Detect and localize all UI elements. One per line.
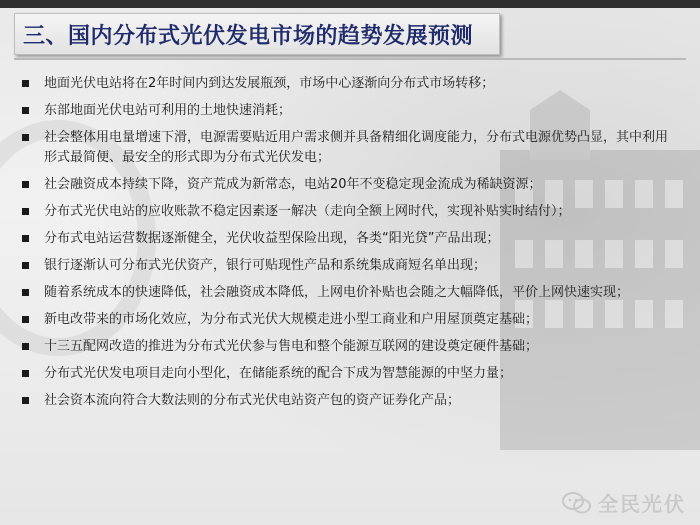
wechat-icon	[562, 491, 592, 515]
bullet-square-icon	[22, 370, 29, 377]
bullet-square-icon	[22, 107, 29, 114]
bullet-square-icon	[22, 80, 29, 87]
bullet-square-icon	[22, 181, 29, 188]
bullet-text: 银行逐渐认可分布式光伏资产，银行可贴现性产品和系统集成商短名单出现；	[44, 258, 487, 273]
bullet-item	[22, 337, 680, 357]
bullet-text: 新电改带来的市场化效应，为分布式光伏大规模走进小型工商业和户用屋顶奠定基础；	[44, 312, 539, 327]
bullet-square-icon	[22, 397, 29, 404]
bullet-item	[22, 101, 680, 121]
slide-title: 三、国内分布式光伏发电市场的趋势发展预测	[23, 23, 474, 49]
bullet-text: 随着系统成本的快速降低，社会融资成本降低，上网电价补贴也会随之大幅降低，平价上网快速实现；	[44, 285, 630, 300]
bullet-square-icon	[22, 343, 29, 350]
bullet-text: 分布式光伏电站的应收账款不稳定因素逐一解决（走向全额上网时代，实现补贴实时结付）；	[44, 204, 571, 219]
bullet-text: 社会融资成本持续下降，资产荒成为新常态，电站20年不变稳定现金流成为稀缺资源；	[44, 177, 542, 192]
title-divider	[14, 58, 686, 60]
bullet-text: 分布式电站运营数据逐渐健全，光伏收益型保险出现，各类“阳光贷”产品出现；	[44, 231, 500, 246]
bullet-text: 社会整体用电量增速下滑，电源需要贴近用户需求侧并具备精细化调度能力，分布式电源优势凸显，其中利用形式最简便、最安全的形式即为分布式光伏发电；	[44, 130, 669, 165]
watermark	[562, 488, 686, 517]
bullet-item	[22, 283, 680, 303]
bullet-item	[22, 364, 680, 384]
bullet-square-icon	[22, 316, 29, 323]
bullet-text: 十三五配网改造的推进为分布式光伏参与售电和整个能源互联网的建设奠定硬件基础；	[44, 339, 539, 354]
bullet-item	[22, 74, 680, 94]
bullet-item	[22, 310, 680, 330]
bullet-square-icon	[22, 289, 29, 296]
bullet-item	[22, 202, 680, 222]
bullet-square-icon	[22, 208, 29, 215]
bullet-text: 东部地面光伏电站可利用的土地快速消耗；	[44, 103, 292, 118]
bullet-item	[22, 391, 680, 411]
bullet-square-icon	[22, 134, 29, 141]
title-box	[14, 13, 500, 55]
bullet-square-icon	[22, 235, 29, 242]
bullet-text: 地面光伏电站将在2年时间内到达发展瓶颈，市场中心逐渐向分布式市场转移；	[44, 76, 495, 91]
watermark-text: 全民光伏	[598, 492, 686, 516]
bullet-item	[22, 175, 680, 195]
bullet-text: 分布式光伏发电项目走向小型化，在储能系统的配合下成为智慧能源的中坚力量；	[44, 366, 513, 381]
bullet-item	[22, 256, 680, 276]
bullet-list	[22, 74, 680, 418]
bullet-square-icon	[22, 262, 29, 269]
bullet-item	[22, 229, 680, 249]
bullet-text: 社会资本流向符合大数法则的分布式光伏电站资产包的资产证券化产品；	[44, 393, 461, 408]
top-bar	[0, 0, 700, 8]
bullet-item	[22, 128, 680, 168]
